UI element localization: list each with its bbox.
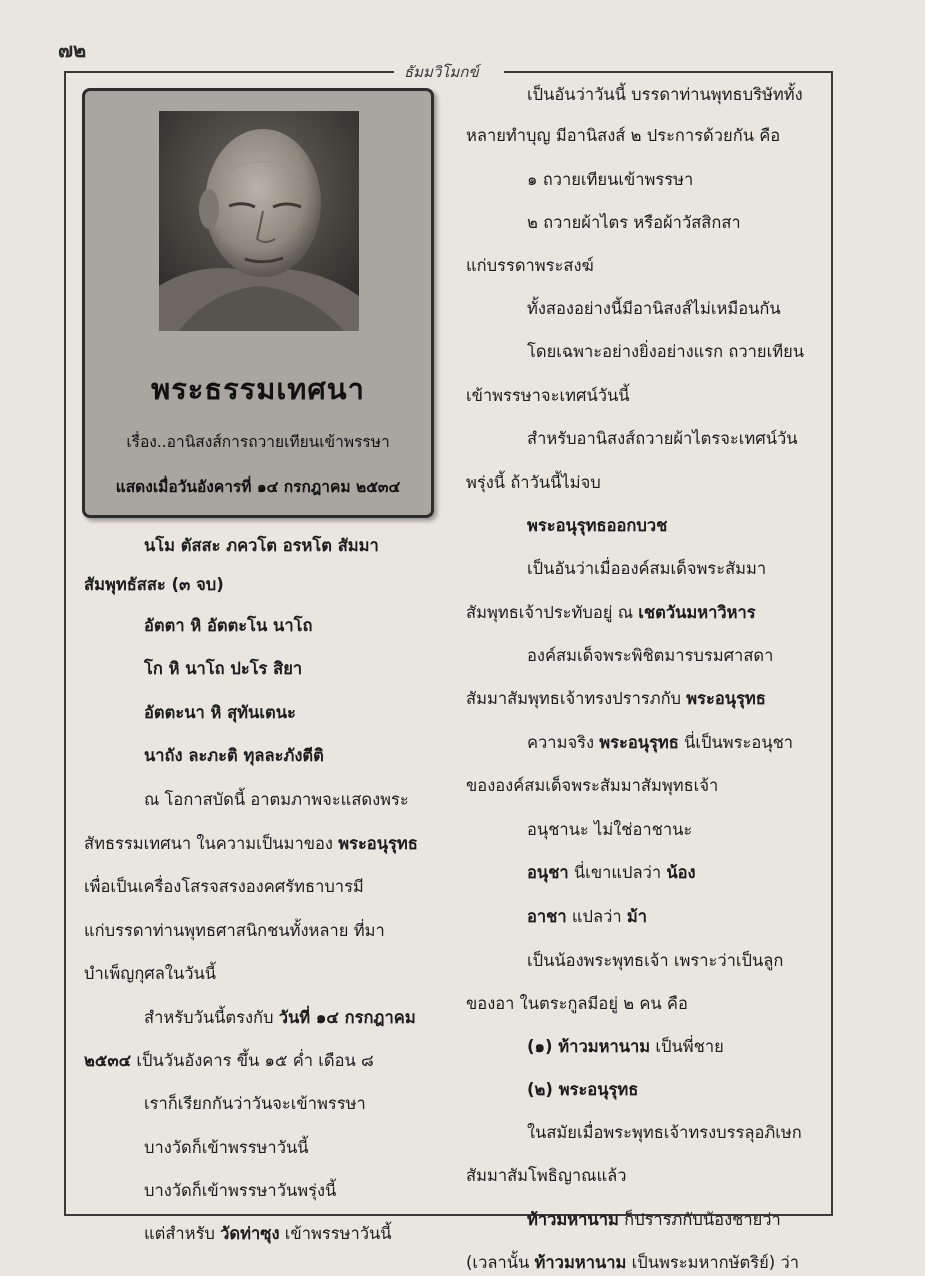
bold-text-span: (๒) พระอนุรุทธ: [527, 1080, 639, 1099]
text-span: บางวัดก็เข้าพรรษาวันพรุ่งนี้: [144, 1181, 337, 1200]
right-column-line: [527, 558, 766, 580]
right-column-line: [527, 906, 647, 928]
right-column-line: [527, 428, 798, 450]
left-column-line: [144, 1223, 392, 1245]
text-span: เข้าพรรษาจะเทศน์วันนี้: [466, 386, 630, 405]
bold-text-span: โก หิ นาโถ ปะโร สิยา: [144, 659, 303, 678]
frame-border-left: [64, 71, 66, 1215]
left-column-line: [144, 1137, 309, 1159]
running-header-title: ธัมมวิโมกข์: [404, 63, 479, 81]
right-column-line: [527, 212, 741, 234]
bold-text-span: ม้า: [626, 907, 648, 926]
right-column-line: [527, 862, 696, 884]
text-span: สำหรับอานิสงส์ถวายผ้าไตรจะเทศน์วัน: [527, 429, 798, 448]
bold-text-span: พระอนุรุทธ: [599, 733, 679, 752]
banner-title: พระธรรมเทศนา: [151, 372, 365, 406]
bold-text-span: วัดท่าซุง: [220, 1224, 280, 1243]
right-column-line: [527, 1036, 724, 1058]
text-span: เข้าพรรษาวันนี้: [279, 1224, 392, 1243]
text-span: เป็นพี่ชาย: [650, 1037, 724, 1056]
right-column-line: [466, 688, 766, 710]
text-span: ก็ปรารภกับน้องชายว่า: [618, 1210, 781, 1229]
text-span: บางวัดก็เข้าพรรษาวันนี้: [144, 1138, 309, 1157]
right-column-line: [466, 993, 688, 1015]
text-span: บำเพ็ญกุศลในวันนี้: [84, 964, 217, 983]
text-span: อนุชานะ ไม่ใช่อาชานะ: [527, 820, 693, 839]
banner-subtitle-date: แสดงเมื่อวันอังคารที่ ๑๔ กรกฎาคม ๒๕๓๔: [115, 478, 401, 496]
text-span: แก่บรรดาท่านพุทธศาสนิกชนทั้งหลาย ที่มา: [84, 921, 385, 940]
text-span: เป็นอันว่าเมื่อองค์สมเด็จพระสัมมา: [527, 559, 767, 578]
frame-border-right: [831, 71, 833, 1215]
text-span: เป็นวันอังคาร ขึ้น ๑๕ ค่ำ เดือน ๘: [131, 1051, 374, 1070]
right-column-line: [466, 125, 780, 147]
text-span: องค์สมเด็จพระพิชิตมารบรมศาสดา: [527, 646, 774, 665]
portrait-illustration: [159, 111, 359, 331]
text-span: โดยเฉพาะอย่างยิ่งอย่างแรก ถวายเทียน: [527, 342, 805, 361]
text-span: ๑ ถวายเทียนเข้าพรรษา: [527, 170, 694, 189]
right-column-line: [527, 1079, 638, 1101]
text-span: นี่เขาแปลว่า: [568, 863, 667, 882]
header-rule-right: [504, 71, 833, 73]
text-span: สัทธรรมเทศนา ในความเป็นมาของ: [84, 834, 339, 853]
bold-text-span: นโม ตัสสะ ภควโต อรหโต สัมมา: [144, 536, 379, 555]
text-span: เพื่อเป็นเครื่องโสรจสรงองคศรัทธาบารมี: [84, 877, 364, 896]
bold-text-span: อัตตา หิ อัตตะโน นาโถ: [144, 616, 313, 635]
left-column-line: [144, 615, 312, 637]
banner-subtitle-topic: เรื่อง..อานิสงส์การถวายเทียนเข้าพรรษา: [126, 433, 390, 451]
text-span: เป็นอันว่าวันนี้ บรรดาท่านพุทธบริษัททั้ง: [527, 85, 803, 104]
right-column-line: [466, 1252, 799, 1274]
left-column-line: [84, 876, 364, 898]
bold-text-span: ๒๕๓๔: [84, 1051, 132, 1070]
monk-portrait-photo: [159, 111, 359, 331]
bold-text-span: เชตวันมหาวิหาร: [638, 603, 756, 622]
left-column-line: [144, 702, 296, 724]
bold-text-span: นาถัง ละภะติ ทุลละภังตีติ: [144, 746, 324, 765]
right-column-line: [466, 602, 756, 624]
text-span: ในสมัยเมื่อพระพุทธเจ้าทรงบรรลุอภิเษก: [527, 1123, 802, 1142]
text-span: ๒ ถวายผ้าไตร หรือผ้าวัสสิกสา: [527, 213, 741, 232]
bold-text-span: อัตตะนา หิ สุทันเตนะ: [144, 703, 296, 722]
right-column-line: [527, 732, 793, 754]
text-span: สัมมาสัมโพธิญาณแล้ว: [466, 1166, 627, 1185]
bold-text-span: ท้าวมหานาม: [534, 1253, 627, 1272]
text-span: เป็นพระมหากษัตริย์) ว่า: [626, 1253, 799, 1272]
bold-text-span: พระอนุรุทธ: [338, 834, 418, 853]
right-column-line: [466, 1165, 627, 1187]
left-column-line: [84, 574, 224, 596]
text-span: ณ โอกาสบัดนี้ อาตมภาพจะแสดงพระ: [144, 790, 409, 809]
right-column-line: [466, 385, 630, 407]
page-number: ๗๒: [58, 38, 87, 62]
text-span: ทั้งสองอย่างนี้มีอานิสงส์ไม่เหมือนกัน: [527, 299, 781, 318]
text-span: สัมมาสัมพุทธเจ้าทรงปรารภกับ: [466, 689, 687, 708]
bold-text-span: อนุชา: [527, 863, 569, 882]
text-span: ขององค์สมเด็จพระสัมมาสัมพุทธเจ้า: [466, 776, 719, 795]
bold-text-span: น้อง: [666, 863, 696, 882]
text-span: ความจริง: [527, 733, 600, 752]
right-column-line: [527, 1122, 802, 1144]
left-column-line: [144, 745, 324, 767]
right-column-line: [466, 775, 718, 797]
right-column-line: [527, 169, 693, 191]
bold-text-span: พระอนุรุทธออกบวช: [527, 516, 668, 535]
right-column-line: [527, 84, 803, 106]
right-column-line: [527, 645, 773, 667]
text-span: หลายทำบุญ มีอานิสงส์ ๒ ประการด้วยกัน คือ: [466, 126, 781, 145]
left-column-line: [144, 1093, 366, 1115]
right-column-line: [527, 515, 667, 537]
text-span: นี่เป็นพระอนุชา: [678, 733, 794, 752]
right-column-line: [466, 472, 601, 494]
left-column-line: [144, 658, 302, 680]
text-span: ของอา ในตระกูลมีอยู่ ๒ คน คือ: [466, 994, 688, 1013]
left-column-line: [84, 1050, 374, 1072]
right-column-line: [466, 255, 594, 277]
bold-text-span: พระอนุรุทธ: [686, 689, 766, 708]
bold-text-span: วันที่ ๑๔ กรกฎาคม: [278, 1008, 416, 1027]
text-span: เป็นน้องพระพุทธเจ้า เพราะว่าเป็นลูก: [527, 951, 784, 970]
text-span: แต่สำหรับ: [144, 1224, 221, 1243]
left-column-line: [144, 1007, 416, 1029]
bold-text-span: (๑) ท้าวมหานาม: [527, 1037, 651, 1056]
right-column-line: [527, 298, 781, 320]
left-column-line: [84, 920, 385, 942]
left-column-line: [144, 789, 409, 811]
left-column-line: [144, 1180, 336, 1202]
text-span: เราก็เรียกกันว่าวันจะเข้าพรรษา: [144, 1094, 366, 1113]
right-column-line: [527, 1209, 781, 1231]
bold-text-span: ท้าวมหานาม: [527, 1210, 619, 1229]
right-column-line: [527, 950, 783, 972]
right-column-line: [527, 819, 692, 841]
left-column-line: [84, 963, 216, 985]
right-column-line: [527, 341, 804, 363]
left-column-line: [84, 833, 418, 855]
text-span: สำหรับวันนี้ตรงกับ: [144, 1008, 279, 1027]
bold-text-span: สัมพุทธัสสะ (๓ จบ): [84, 575, 224, 594]
text-span: แปลว่า: [566, 907, 627, 926]
text-span: สัมพุทธเจ้าประทับอยู่ ณ: [466, 603, 639, 622]
header-rule-left: [64, 71, 394, 73]
text-span: (เวลานั้น: [466, 1253, 535, 1272]
bold-text-span: อาชา: [527, 907, 567, 926]
text-span: แก่บรรดาพระสงฆ์: [466, 256, 594, 275]
left-column-line: [144, 535, 379, 557]
text-span: พรุ่งนี้ ถ้าวันนี้ไม่จบ: [466, 473, 601, 492]
sermon-banner: [82, 88, 434, 518]
